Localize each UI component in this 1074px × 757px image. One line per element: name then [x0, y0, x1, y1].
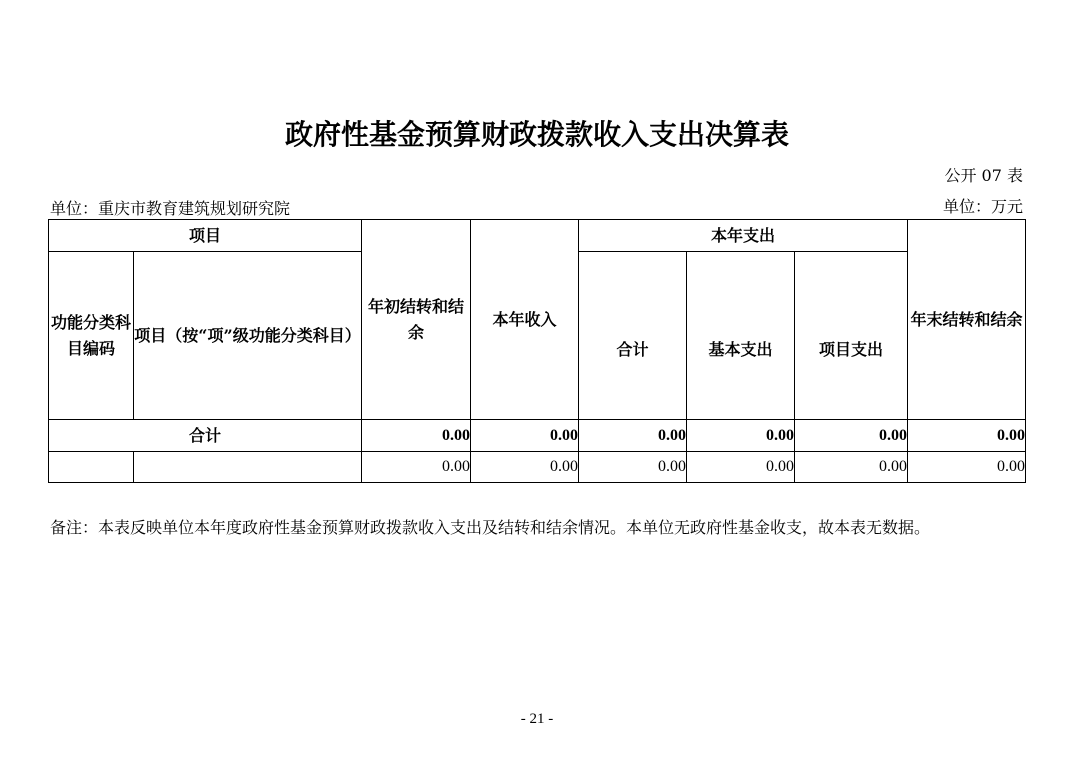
- page-number: - 21 -: [520, 711, 554, 727]
- header-end-balance: 年末结转和结余: [908, 220, 1026, 420]
- header-item: 项目: [49, 220, 362, 252]
- form-number: 公开 07 表: [944, 166, 1023, 185]
- header-expense-total-label: 合计: [616, 339, 649, 359]
- header-item-name: 项目（按“项”级功能分类科目）: [134, 252, 362, 420]
- currency-unit: 单位：万元: [942, 197, 1023, 216]
- total-basic: 0.00: [687, 420, 795, 452]
- budget-table: [48, 219, 1026, 483]
- header-expense-group: 本年支出: [579, 220, 908, 252]
- header-income: 本年收入: [471, 220, 579, 420]
- row-end-balance: 0.00: [908, 452, 1026, 483]
- header-basic: [687, 252, 795, 420]
- header-basic-label: 基本支出: [708, 339, 773, 359]
- total-end-balance: 0.00: [908, 420, 1026, 452]
- table-row: [49, 452, 1026, 483]
- remark-note: 备注：本表反映单位本年度政府性基金预算财政拨款收入支出及结转和结余情况。本单位无政府性基金收支，故本表无数据。: [50, 518, 931, 537]
- total-row: [49, 420, 1026, 452]
- total-begin-balance: 0.00: [362, 420, 471, 452]
- total-label: 合计: [49, 420, 362, 452]
- organization-unit: 单位：重庆市教育建筑规划研究院: [50, 199, 291, 218]
- header-project-label: 项目支出: [819, 339, 884, 359]
- row-basic: 0.00: [687, 452, 795, 483]
- header-begin-balance: 年初结转和结余: [362, 220, 471, 420]
- row-expense: 0.00: [579, 452, 687, 483]
- row-code: [49, 452, 134, 483]
- total-income: 0.00: [471, 420, 579, 452]
- header-func-code: 功能分类科目编码: [49, 252, 134, 420]
- row-project: 0.00: [795, 452, 908, 483]
- total-expense: 0.00: [579, 420, 687, 452]
- page-title: 政府性基金预算财政拨款收入支出决算表: [284, 118, 789, 151]
- header-project: [795, 252, 908, 420]
- row-begin-balance: 0.00: [362, 452, 471, 483]
- total-project: 0.00: [795, 420, 908, 452]
- header-expense-total: [579, 252, 687, 420]
- row-income: 0.00: [471, 452, 579, 483]
- row-name: [134, 452, 362, 483]
